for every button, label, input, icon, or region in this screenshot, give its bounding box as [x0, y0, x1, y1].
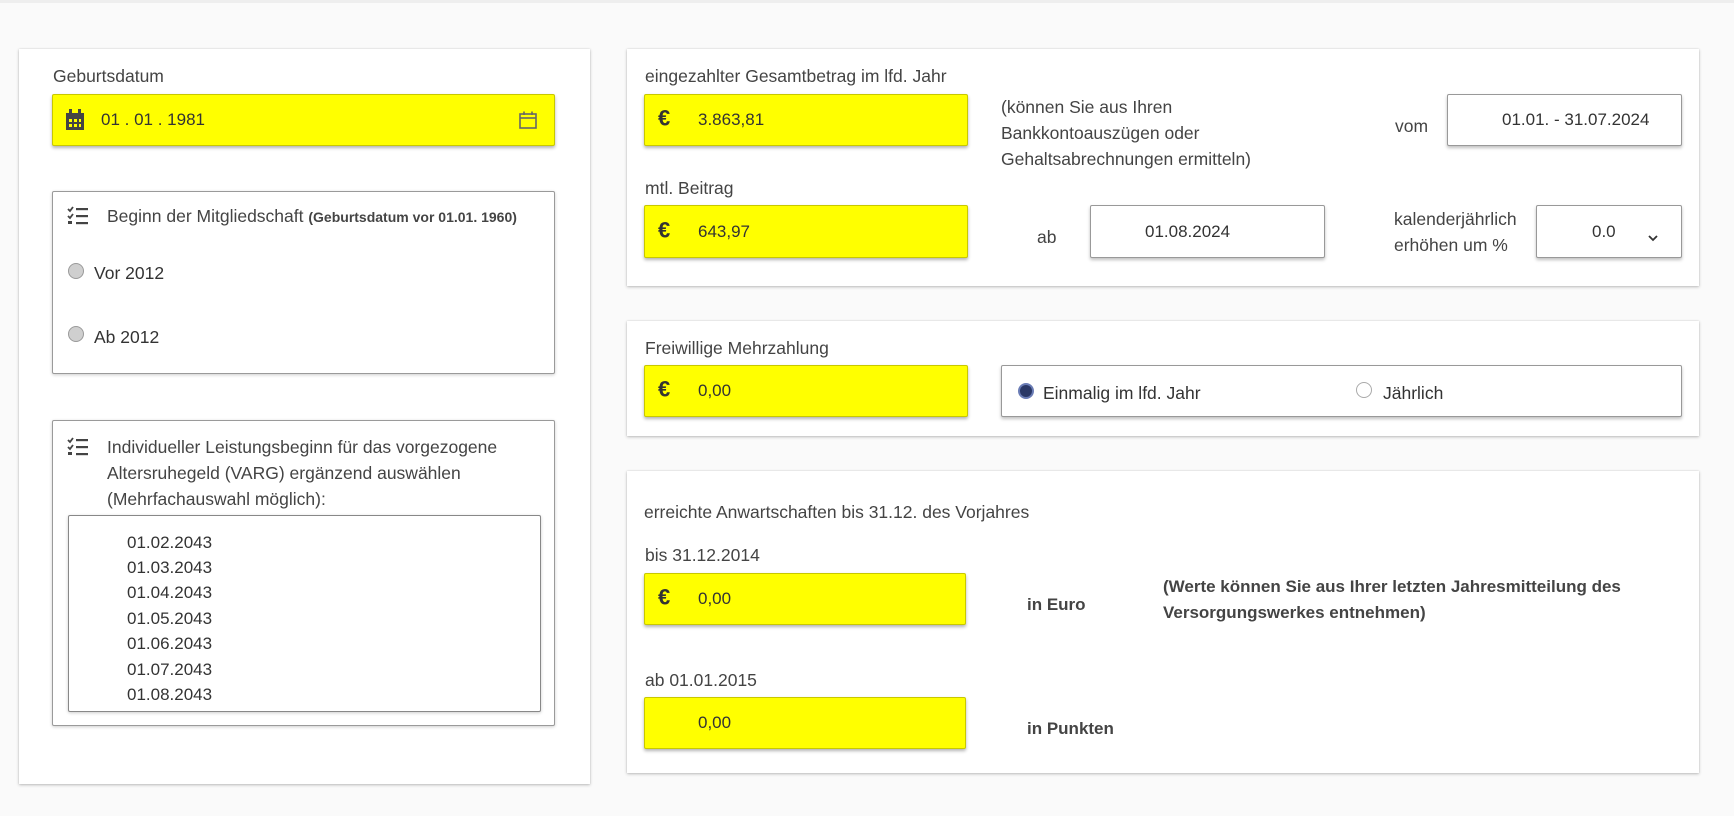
radio-jaehrlich[interactable]: [1356, 382, 1372, 398]
total-amount-value: 3.863,81: [698, 110, 765, 129]
extra-payment-input[interactable]: [644, 365, 968, 417]
increase-line-2: erhöhen um %: [1394, 235, 1508, 255]
note-line-1: (Werte können Sie aus Ihrer letzten Jahresmitteilung des: [1163, 577, 1621, 596]
euro-icon: €: [658, 217, 671, 243]
membership-panel: [52, 191, 555, 374]
calendar-outline-icon[interactable]: [519, 111, 537, 134]
total-amount-input[interactable]: [644, 94, 968, 146]
list-item[interactable]: 01.06.2043: [127, 634, 213, 653]
entitlements-title: erreichte Anwartschaften bis 31.12. des Vorjahres: [644, 502, 1030, 522]
ab-label: ab: [1037, 227, 1057, 247]
increase-select[interactable]: [1536, 205, 1682, 258]
until-2014-value: 0,00: [698, 589, 732, 608]
membership-title: [107, 206, 517, 227]
radio-vor-2012[interactable]: [68, 263, 84, 279]
radio-einmalig[interactable]: [1018, 383, 1034, 399]
checklist-icon: [67, 437, 89, 462]
calendar-icon: [65, 109, 85, 136]
list-item[interactable]: 01.02.2043: [127, 533, 213, 552]
euro-icon: €: [658, 584, 671, 610]
list-item[interactable]: 01.07.2043: [127, 660, 213, 679]
hint-line-2: Bankkontoauszügen oder: [1001, 123, 1200, 143]
varg-panel: [52, 420, 555, 726]
membership-title-text: Beginn der Mitgliedschaft: [107, 206, 304, 226]
hint-line-1: (können Sie aus Ihren: [1001, 97, 1173, 117]
radio-einmalig-label[interactable]: Einmalig im lfd. Jahr: [1043, 383, 1201, 403]
checklist-icon: [67, 206, 89, 231]
birthdate-value: 01 . 01 . 1981: [101, 110, 205, 129]
varg-line-1: Individueller Leistungsbeginn für das vorgezogene: [107, 437, 498, 457]
radio-ab-2012-label[interactable]: Ab 2012: [94, 327, 160, 347]
hint-line-3: Gehaltsabrechnungen ermitteln): [1001, 149, 1252, 169]
increase-line-1: kalenderjährlich: [1394, 209, 1517, 229]
start-date-value: 01.08.2024: [1145, 221, 1231, 241]
until-2014-label: bis 31.12.2014: [645, 545, 760, 565]
total-amount-label: eingezahlter Gesamtbetrag im lfd. Jahr: [645, 66, 947, 86]
extra-payment-label: Freiwillige Mehrzahlung: [645, 338, 829, 358]
entitlement-note: [1163, 574, 1621, 626]
extra-payment-frequency: [1001, 365, 1682, 417]
until-2014-input[interactable]: [644, 573, 966, 625]
period-value: 01.01. - 31.07.2024: [1502, 110, 1650, 129]
from-2015-input[interactable]: [644, 697, 966, 749]
list-item[interactable]: 01.05.2043: [127, 609, 213, 628]
monthly-contribution-input[interactable]: [644, 205, 968, 258]
top-border: [0, 0, 1734, 3]
radio-ab-2012[interactable]: [68, 326, 84, 342]
start-date-input[interactable]: [1090, 205, 1325, 258]
total-amount-hint: [1001, 94, 1251, 172]
increase-value: 0.0: [1592, 221, 1616, 241]
from-2015-value: 0,00: [698, 713, 732, 732]
chevron-down-icon[interactable]: [1647, 226, 1659, 247]
note-line-2: Versorgungswerkes entnehmen): [1163, 603, 1426, 622]
varg-line-2: Altersruhegeld (VARG) ergänzend auswählen: [107, 463, 461, 483]
extra-payment-value: 0,00: [698, 381, 732, 400]
varg-date-listbox[interactable]: [68, 515, 541, 712]
birthdate-input[interactable]: [52, 94, 555, 146]
monthly-contribution-value: 643,97: [698, 221, 750, 241]
vom-label: vom: [1395, 116, 1429, 136]
from-2015-label: ab 01.01.2015: [645, 670, 757, 690]
until-2014-unit: in Euro: [1027, 595, 1086, 614]
from-2015-unit: in Punkten: [1027, 719, 1114, 738]
monthly-contribution-label: mtl. Beitrag: [645, 178, 734, 198]
radio-jaehrlich-label[interactable]: Jährlich: [1383, 383, 1444, 403]
period-input[interactable]: [1447, 94, 1682, 146]
varg-line-3: (Mehrfachauswahl möglich):: [107, 489, 326, 509]
list-item[interactable]: 01.08.2043: [127, 685, 213, 704]
birthdate-label: Geburtsdatum: [53, 66, 164, 86]
radio-vor-2012-label[interactable]: Vor 2012: [94, 263, 165, 283]
membership-note: (Geburtsdatum vor 01.01. 1960): [308, 209, 517, 225]
varg-description: [107, 434, 497, 512]
list-item[interactable]: 01.03.2043: [127, 558, 213, 577]
increase-label: [1394, 206, 1517, 258]
euro-icon: €: [658, 105, 671, 131]
list-item[interactable]: 01.04.2043: [127, 583, 213, 602]
euro-icon: €: [658, 376, 671, 402]
